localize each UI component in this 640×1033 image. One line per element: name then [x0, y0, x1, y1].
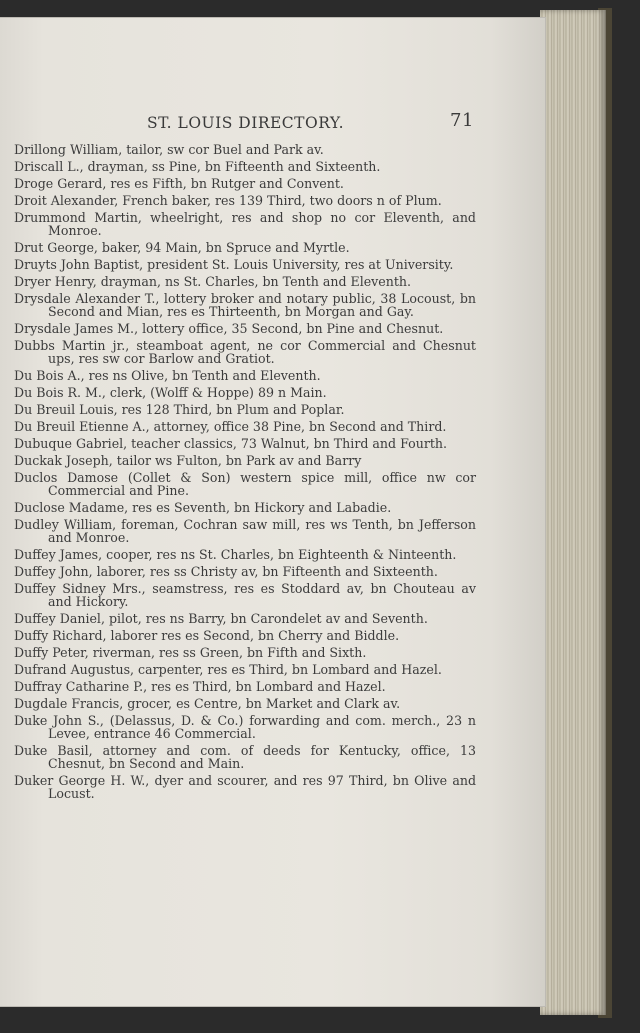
directory-entry: Drysdale Alexander T., lottery broker and notary public, 38 Locoust, bn Second and Mian, res es Thirteenth, bn Morgan and Gay. [14, 291, 476, 319]
directory-entry: Duclos Damose (Collet & Son) western spice mill, office nw cor Commercial and Pine. [14, 470, 476, 498]
directory-entry: Drut George, baker, 94 Main, bn Spruce and Myrtle. [14, 240, 350, 255]
directory-entry: Duffey John, laborer, res ss Christy av, bn Fifteenth and Sixteenth. [14, 564, 438, 579]
directory-entry: Droge Gerard, res es Fifth, bn Rutger and Convent. [14, 176, 344, 191]
directory-entry: Duffey Sidney Mrs., seamstress, res es Stoddard av, bn Chouteau av and Hickory. [14, 581, 476, 609]
directory-entry: Duke Basil, attorney and com. of deeds for Kentucky, office, 13 Chesnut, bn Second and Main. [14, 743, 476, 771]
directory-entry: Dudley William, foreman, Cochran saw mill, res ws Tenth, bn Jefferson and Monroe. [14, 517, 476, 545]
running-title: ST. LOUIS DIRECTORY. [147, 114, 345, 132]
page-number: 71 [450, 110, 474, 131]
directory-entry: Dubuque Gabriel, teacher classics, 73 Walnut, bn Third and Fourth. [14, 436, 448, 451]
directory-entry: Droit Alexander, French baker, res 139 Third, two doors n of Plum. [14, 193, 442, 208]
page-edges [540, 10, 606, 1015]
directory-entry: Dryer Henry, drayman, ns St. Charles, bn Tenth and Eleventh. [14, 274, 412, 289]
directory-entry: Drysdale James M., lottery office, 35 Second, bn Pine and Chesnut. [14, 321, 444, 336]
directory-entry: Duffy Richard, laborer res es Second, bn Cherry and Biddle. [14, 628, 400, 643]
directory-entry: Duclose Madame, res es Seventh, bn Hickory and Labadie. [14, 500, 392, 515]
directory-entry: Duke John S., (Delassus, D. & Co.) forwarding and com. merch., 23 n Levee, entrance 46 Commercial. [14, 713, 476, 741]
directory-entry: Duffey James, cooper, res ns St. Charles, bn Eighteenth & Ninteenth. [14, 547, 457, 562]
directory-entry: Driscall L., drayman, ss Pine, bn Fifteenth and Sixteenth. [14, 159, 381, 174]
directory-entry: Drummond Martin, wheelright, res and shop no cor Eleventh, and Monroe. [14, 210, 476, 238]
directory-entry: Duffray Catharine P., res es Third, bn Lombard and Hazel. [14, 679, 386, 694]
directory-entries [14, 143, 476, 804]
directory-entry: Dufrand Augustus, carpenter, res es Third, bn Lombard and Hazel. [14, 662, 442, 677]
directory-entry: Druyts John Baptist, president St. Louis University, res at University. [14, 257, 454, 272]
directory-entry: Duker George H. W., dyer and scourer, and res 97 Third, bn Olive and Locust. [14, 773, 476, 801]
directory-entry: Duffey Daniel, pilot, res ns Barry, bn Carondelet av and Seventh. [14, 611, 428, 626]
directory-entry: Dubbs Martin jr., steamboat agent, ne cor Commercial and Chesnut ups, res sw cor Barlow and Gratiot. [14, 338, 476, 366]
directory-entry: Du Breuil Louis, res 128 Third, bn Plum and Poplar. [14, 402, 345, 417]
directory-entry: Dugdale Francis, grocer, es Centre, bn Market and Clark av. [14, 696, 401, 711]
directory-entry: Du Breuil Etienne A., attorney, office 38 Pine, bn Second and Third. [14, 419, 447, 434]
directory-entry: Du Bois A., res ns Olive, bn Tenth and Eleventh. [14, 368, 321, 383]
directory-entry: Duffy Peter, riverman, res ss Green, bn Fifth and Sixth. [14, 645, 367, 660]
directory-entry: Drillong William, tailor, sw cor Buel and Park av. [14, 142, 324, 157]
directory-entry: Du Bois R. M., clerk, (Wolff & Hoppe) 89 n Main. [14, 385, 327, 400]
directory-entry: Duckak Joseph, tailor ws Fulton, bn Park av and Barry [14, 453, 362, 468]
